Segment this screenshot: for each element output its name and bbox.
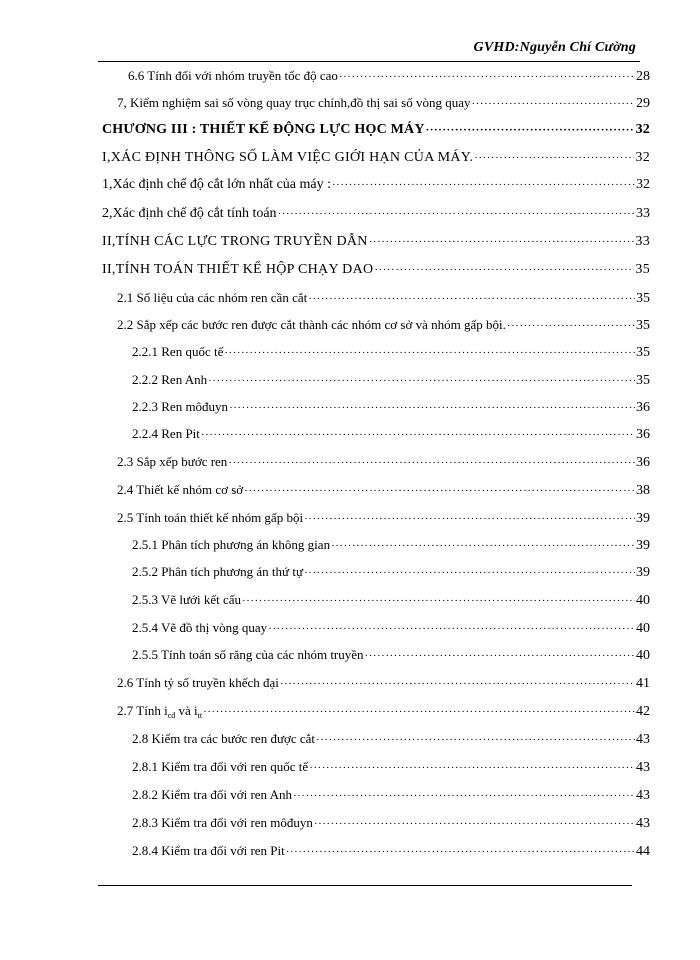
toc-entry-title: 2.5.2 Phân tích phương án thứ tự	[132, 564, 303, 579]
toc-entry-page: 41	[636, 676, 650, 691]
toc-entry-title: CHƯƠNG III : THIẾT KẾ ĐỘNG LỰC HỌC MÁY	[102, 122, 425, 137]
toc-entry-title: 2.5.4 Vẽ đồ thị vòng quay	[132, 620, 268, 635]
toc-entry-page: 35	[636, 291, 650, 306]
toc-dot-leader	[507, 321, 635, 332]
toc-dot-leader	[339, 72, 635, 83]
toc-title-subscript: cđ	[167, 711, 176, 720]
toc-title-subscript: tt	[197, 711, 203, 720]
toc-entry-title: 2.2.3 Ren môđuyn	[132, 399, 229, 414]
toc-dot-leader	[228, 458, 635, 469]
toc-dot-leader	[293, 791, 635, 802]
toc-entry-page: 42	[636, 704, 650, 719]
toc-dot-leader	[332, 180, 635, 191]
footer-rule	[98, 885, 632, 886]
toc-entry-page: 43	[636, 760, 650, 775]
toc-entry-title: 2.5 Tính toán thiết kế nhóm gấp bội	[117, 510, 304, 525]
toc-entry-title: 2.8.3 Kiểm tra đối với ren môđuyn	[132, 815, 313, 830]
toc-entry	[132, 759, 650, 776]
toc-entry-title: 2.4 Thiết kế nhóm cơ sở	[117, 482, 244, 497]
toc-dot-leader	[208, 376, 635, 387]
toc-entry	[117, 317, 650, 334]
toc-entry-title: 2.2.2 Ren Anh	[132, 372, 208, 387]
toc-entry-page: 33	[636, 206, 650, 221]
toc-entry-page: 32	[635, 122, 650, 137]
toc-entry-title: 2.2.4 Ren Pit	[132, 426, 200, 441]
toc-entry-page: 35	[636, 318, 650, 333]
toc-entry-title	[117, 703, 202, 720]
toc-dot-leader	[308, 294, 635, 305]
toc-entry	[117, 454, 650, 471]
toc-entry	[132, 564, 650, 581]
toc-entry-page: 32	[635, 150, 650, 165]
toc-entry	[132, 620, 650, 637]
toc-entry-page: 33	[635, 234, 650, 249]
toc-entry	[102, 206, 650, 222]
toc-entry	[117, 510, 650, 527]
toc-dot-leader	[242, 596, 635, 607]
toc-entry	[117, 482, 650, 499]
toc-dot-leader	[316, 735, 635, 746]
toc-entry	[132, 426, 650, 443]
toc-entry-page: 43	[636, 788, 650, 803]
toc-entry-page: 36	[636, 455, 650, 470]
toc-dot-leader	[331, 541, 635, 552]
toc-entry	[132, 592, 650, 609]
toc-entry	[117, 703, 650, 720]
toc-dot-leader	[304, 568, 635, 579]
toc-entry	[132, 372, 650, 389]
toc-entry	[132, 731, 650, 748]
toc-dot-leader	[304, 514, 635, 525]
toc-entry-title: 2.5.5 Tính toán số răng của các nhóm truyền	[132, 647, 364, 662]
toc-dot-leader	[201, 430, 635, 441]
toc-entry-title: 2.8.4 Kiểm tra đối với ren Pit	[132, 843, 285, 858]
toc-entry-title: 2.2.1 Ren quốc tế	[132, 344, 224, 359]
toc-dot-leader	[471, 99, 635, 110]
toc-entry-page: 40	[636, 593, 650, 608]
toc-dot-leader	[244, 486, 635, 497]
toc-dot-leader	[369, 237, 635, 248]
toc-entry-title: 2.3 Sắp xếp bước ren	[117, 454, 228, 469]
toc-dot-leader	[365, 651, 635, 662]
toc-entry	[102, 177, 650, 193]
toc-entry	[132, 647, 650, 664]
toc-entry-page: 36	[636, 400, 650, 415]
toc-entry-title: 2.8 Kiểm tra các bước ren được cắt	[132, 731, 316, 746]
toc-entry-page: 32	[636, 177, 650, 192]
toc-entry	[117, 290, 650, 307]
header-advisor: GVHD:Nguyễn Chí Cường	[473, 40, 636, 55]
toc-title-main: 2.7 Tính i	[117, 703, 168, 718]
toc-entry-page: 35	[635, 262, 650, 277]
toc-entry-title: II,TÍNH TOÁN THIẾT KẾ HỘP CHẠY DAO	[102, 262, 374, 277]
toc-entry-page: 29	[636, 96, 650, 111]
toc-dot-leader	[224, 348, 635, 359]
toc-entry-chapter	[102, 122, 650, 138]
toc-entry-title: 2.5.3 Vẽ lưới kết cấu	[132, 592, 241, 607]
toc-entry-page: 36	[636, 427, 650, 442]
toc-entry	[132, 344, 650, 361]
toc-dot-leader	[203, 707, 635, 718]
toc-dot-leader	[278, 209, 635, 220]
toc-entry-title: 1,Xác định chế độ cắt lớn nhất của máy :	[102, 177, 331, 192]
toc-entry	[117, 675, 650, 692]
toc-entry-title: 7, Kiểm nghiệm sai số vòng quay trục chính,đồ thị sai số vòng quay	[117, 95, 471, 110]
toc-title-mid: và i	[175, 703, 198, 718]
toc-dot-leader	[474, 153, 634, 164]
toc-entry-title: 2.5.1 Phân tích phương án không gian	[132, 537, 331, 552]
toc-entry-page: 44	[636, 844, 650, 859]
toc-entry-title: 2.2 Sắp xếp các bước ren được cắt thành các nhóm cơ sở và nhóm gấp bội.	[117, 317, 506, 332]
toc-dot-leader	[286, 847, 635, 858]
toc-entry-title: 6.6 Tính đối với nhóm truyền tốc độ cao	[128, 68, 338, 83]
toc-entry-page: 35	[636, 345, 650, 360]
toc-dot-leader	[374, 265, 634, 276]
toc-entry-title: I,XÁC ĐỊNH THÔNG SỐ LÀM VIỆC GIỚI HẠN CỦA MÁY.	[102, 150, 474, 165]
toc-entry-page: 40	[636, 621, 650, 636]
toc-entry	[102, 262, 650, 278]
toc-entry-page: 28	[636, 69, 650, 84]
toc-entry-title: 2.8.2 Kiểm tra đối với ren Anh	[132, 787, 292, 802]
toc-entry	[128, 68, 650, 85]
toc-dot-leader	[229, 403, 635, 414]
page-header	[98, 40, 640, 62]
toc-dot-leader	[314, 819, 635, 830]
toc-entry-title: 2.6 Tính tỷ số truyền khếch đại	[117, 675, 279, 690]
toc-entry	[132, 537, 650, 554]
toc-entry	[132, 815, 650, 832]
toc-entry	[117, 95, 650, 112]
toc-entry-title: II,TÍNH CÁC LỰC TRONG TRUYỀN DẪN	[102, 234, 368, 249]
toc-entry-page: 43	[636, 816, 650, 831]
toc-entry	[102, 234, 650, 250]
toc-dot-leader	[280, 679, 635, 690]
toc-entry-page: 43	[636, 732, 650, 747]
toc-entry	[102, 150, 650, 166]
toc-entry-page: 40	[636, 648, 650, 663]
toc-entry-title: 2,Xác định chế độ cắt tính toán	[102, 206, 277, 221]
toc-entry-page: 38	[636, 483, 650, 498]
toc-entry-title: 2.8.1 Kiểm tra đối với ren quốc tế	[132, 759, 309, 774]
toc-dot-leader	[309, 763, 635, 774]
toc-dot-leader	[268, 624, 635, 635]
toc-entry-page: 39	[636, 565, 650, 580]
toc-dot-leader	[426, 125, 635, 136]
toc-entry-title: 2.1 Số liệu của các nhóm ren cần cắt	[117, 290, 308, 305]
toc-entry-page: 39	[636, 538, 650, 553]
toc-entry	[132, 399, 650, 416]
toc-entry	[132, 787, 650, 804]
toc-entry-page: 39	[636, 511, 650, 526]
toc-entry-page: 35	[636, 373, 650, 388]
toc-entry	[132, 843, 650, 860]
